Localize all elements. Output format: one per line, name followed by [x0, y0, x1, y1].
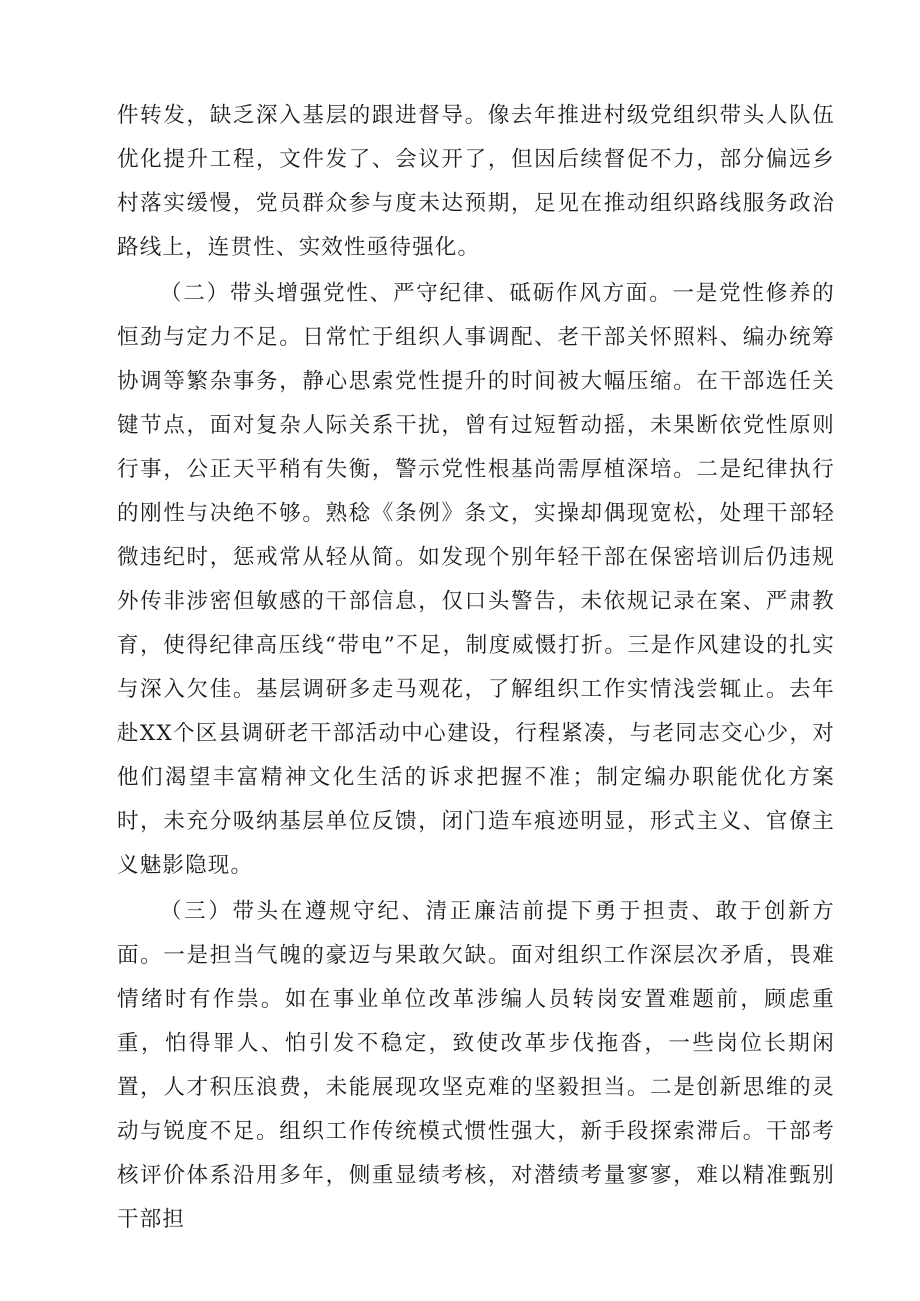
- document-body: [117, 94, 835, 1242]
- paragraph-1: 件转发，缺乏深入基层的跟进督导。像去年推进村级党组织带头人队伍优化提升工程，文件发了、会议开了，但因后续督促不力，部分偏远乡村落实缓慢，党员群众参与度未达预期，足见在推动组织路线服务政治路线上，连贯性、实效性亟待强化。: [117, 103, 835, 260]
- paragraph-2-section-two: （二）带头增强党性、严守纪律、砥砺作风方面。一是党性修养的恒劲与定力不足。日常忙于组织人事调配、老干部关怀照料、编办统筹协调等繁杂事务，静心思索党性提升的时间被大幅压缩。在干部选任关键节点，面对复杂人际关系干扰，曾有过短暂动摇，未果断依党性原则行事，公正天平稍有失衡，警示党性根基尚需厚植深培。二是纪律执行的刚性与决绝不够。熟稔《条例》条文，实操却偶现宽松，处理干部轻微违纪时，惩戒常从轻从简。如发现个别年轻干部在保密培训后仍违规外传非涉密但敏感的干部信息，仅口头警告，未依规记录在案、严肃教育，使得纪律高压线“带电”不足，制度威慑打折。三是作风建设的扎实与深入欠佳。基层调研多走马观花，了解组织工作实情浅尝辄止。去年赴XX个区县调研老干部活动中心建设，行程紧凑，与老同志交心少，对他们渴望丰富精神文化生活的诉求把握不准；制定编办职能优化方案时，未充分吸纳基层单位反馈，闭门造车痕迹明显，形式主义、官僚主义魅影隐现。: [117, 281, 835, 878]
- paragraph-3-section-three: （三）带头在遵规守纪、清正廉洁前提下勇于担责、敢于创新方面。一是担当气魄的豪迈与果敢欠缺。面对组织工作深层次矛盾，畏难情绪时有作祟。如在事业单位改革涉编人员转岗安置难题前，顾虑重重，怕得罪人、怕引发不稳定，致使改革步伐拖沓，一些岗位长期闲置，人才积压浪费，未能展现攻坚克难的坚毅担当。二是创新思维的灵动与锐度不足。组织工作传统模式惯性强大，新手段探索滞后。干部考核评价体系沿用多年，侧重显绩考核，对潜绩考量寥寥，难以精准甄别干部担: [117, 899, 835, 1232]
